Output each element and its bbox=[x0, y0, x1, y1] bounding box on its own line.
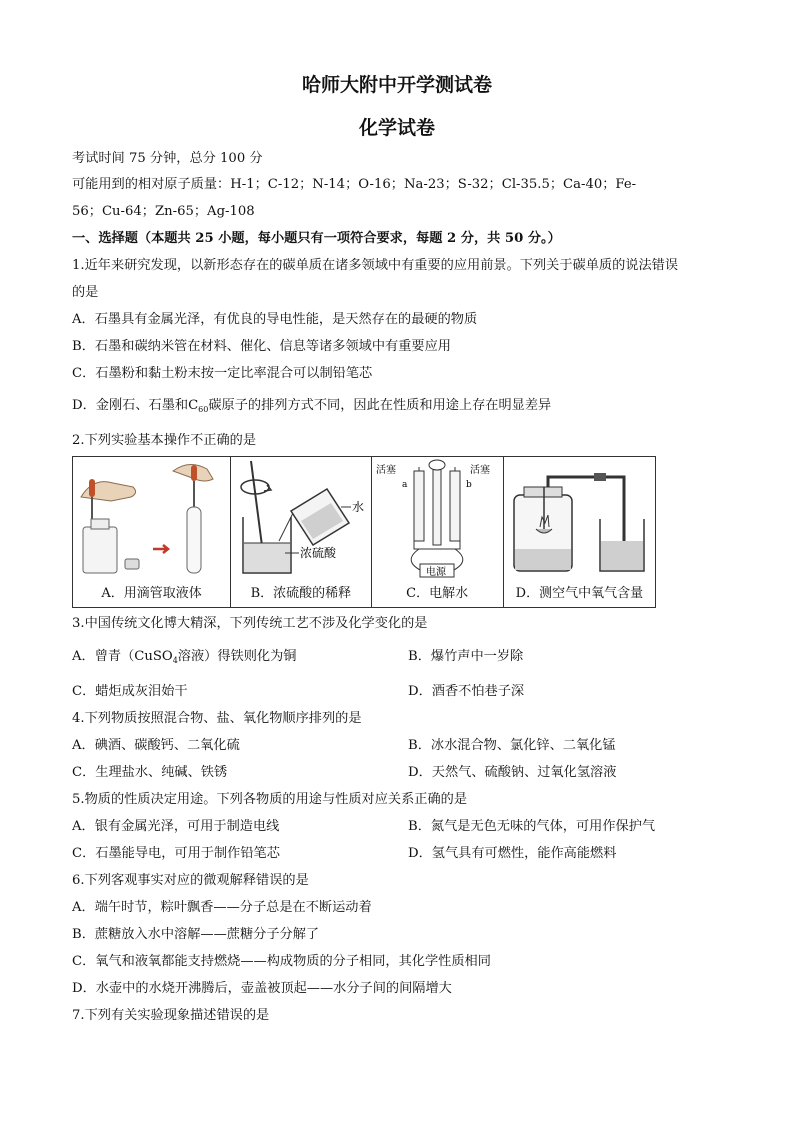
exam-time-info: 考试时间 75 分钟，总分 100 分 bbox=[72, 151, 263, 166]
atomic-mass-line-1: 可能用到的相对原子质量：H-1；C-12；N-14；O-16；Na-23；S-32；Cl-35.5；Ca-40；Fe- bbox=[72, 177, 637, 192]
q2-stem: 2.下列实验基本操作不正确的是 bbox=[72, 433, 257, 448]
q1-option-d-subscript: 60 bbox=[198, 405, 209, 414]
label-acid: 浓硫酸 bbox=[300, 546, 337, 560]
figure-d-caption: D．测空气中氧气含量 bbox=[515, 586, 644, 601]
q5-option-d: D．氢气具有可燃性，能作高能燃料 bbox=[408, 846, 617, 861]
q1-option-d bbox=[72, 397, 551, 419]
q4-option-c: C．生理盐水、纯碱、铁锈 bbox=[72, 765, 228, 780]
q3-stem: 3.中国传统文化博大精深，下列传统工艺不涉及化学变化的是 bbox=[72, 616, 428, 631]
section-heading: 一、选择题（本题共 25 小题，每小题只有一项符合要求，每题 2 分，共 50 分。） bbox=[72, 231, 561, 246]
page-subtitle: 化学试卷 bbox=[358, 117, 435, 139]
q1-option-d-text: 碳原子的排列方式不同，因此在性质和用途上存在明显差异 bbox=[208, 398, 552, 413]
label-power: 电源 bbox=[425, 567, 446, 578]
q6-option-d: D．水壶中的水烧开沸腾后，壶盖被顶起——水分子间的间隔增大 bbox=[72, 981, 452, 996]
figure-a bbox=[73, 457, 231, 608]
figure-b bbox=[231, 457, 371, 608]
acid-dilution-illustration bbox=[231, 457, 370, 581]
figure-d bbox=[503, 457, 655, 608]
label-b: b bbox=[465, 480, 472, 490]
label-stopcock-left: 活塞 bbox=[375, 465, 396, 476]
atomic-mass-line-2: 56；Cu-64；Zn-65；Ag-108 bbox=[72, 204, 255, 219]
label-stopcock-right: 活塞 bbox=[469, 465, 490, 476]
q4-option-b: B．冰水混合物、氯化锌、二氧化锰 bbox=[408, 738, 616, 753]
figure-c bbox=[371, 457, 503, 608]
page-title: 哈师大附中开学测试卷 bbox=[301, 74, 492, 96]
dropper-illustration bbox=[73, 457, 230, 581]
label-water: 水 bbox=[352, 500, 365, 514]
q5-option-c: C．石墨能导电，可用于制作铅笔芯 bbox=[72, 846, 280, 861]
q1-stem-line-2: 的是 bbox=[72, 285, 99, 300]
q2-figure-table bbox=[72, 456, 656, 608]
q3-option-a-prefix: A．曾青（CuSO bbox=[72, 649, 173, 664]
q3-option-d: D．酒香不怕巷子深 bbox=[408, 684, 525, 699]
q6-option-a: A．端午时节，粽叶飘香——分子总是在不断运动着 bbox=[72, 900, 372, 915]
q3-option-a-text: 溶液）得铁则化为铜 bbox=[177, 649, 297, 664]
q5-option-b: B．氮气是无色无味的气体，可用作保护气 bbox=[408, 819, 656, 834]
q3-option-a bbox=[72, 648, 296, 670]
q3-option-b: B．爆竹声中一岁除 bbox=[408, 649, 524, 664]
q5-option-a: A．银有金属光泽，可用于制造电线 bbox=[72, 819, 280, 834]
q4-option-d: D．天然气、硫酸钠、过氧化氢溶液 bbox=[408, 765, 617, 780]
q5-stem: 5.物质的性质决定用途。下列各物质的用途与性质对应关系正确的是 bbox=[72, 792, 468, 807]
q1-option-a: A．石墨具有金属光泽，有优良的导电性能，是天然存在的最硬的物质 bbox=[72, 312, 478, 327]
q1-stem-line-1: 1.近年来研究发现，以新形态存在的碳单质在诸多领域中有重要的应用前景。下列关于碳单质的说法错误 bbox=[72, 258, 679, 273]
q1-option-d-prefix: D．金刚石、石墨和C bbox=[72, 398, 199, 413]
electrolysis-illustration bbox=[372, 457, 503, 581]
figure-b-caption: B．浓硫酸的稀释 bbox=[250, 586, 352, 601]
q3-option-a-subscript: 4 bbox=[172, 656, 178, 665]
q4-option-a: A．碘酒、碳酸钙、二氧化硫 bbox=[72, 738, 240, 753]
figure-c-caption: C．电解水 bbox=[406, 586, 469, 601]
oxygen-measurement-illustration bbox=[504, 457, 655, 581]
q1-option-c: C．石墨粉和黏土粉末按一定比率混合可以制铅笔芯 bbox=[72, 366, 373, 381]
label-a: a bbox=[401, 480, 407, 490]
figure-a-caption: A．用滴管取液体 bbox=[101, 586, 202, 601]
q1-option-b: B．石墨和碳纳米管在材料、催化、信息等诸多领域中有重要应用 bbox=[72, 339, 451, 354]
q6-stem: 6.下列客观事实对应的微观解释错误的是 bbox=[72, 873, 309, 888]
q7-stem: 7.下列有关实验现象描述错误的是 bbox=[72, 1008, 270, 1023]
q3-option-c: C．蜡炬成灰泪始干 bbox=[72, 684, 188, 699]
q4-stem: 4.下列物质按照混合物、盐、氧化物顺序排列的是 bbox=[72, 711, 362, 726]
q6-option-c: C．氧气和液氧都能支持燃烧——构成物质的分子相同，其化学性质相同 bbox=[72, 954, 491, 969]
q6-option-b: B．蔗糖放入水中溶解——蔗糖分子分解了 bbox=[72, 927, 320, 942]
